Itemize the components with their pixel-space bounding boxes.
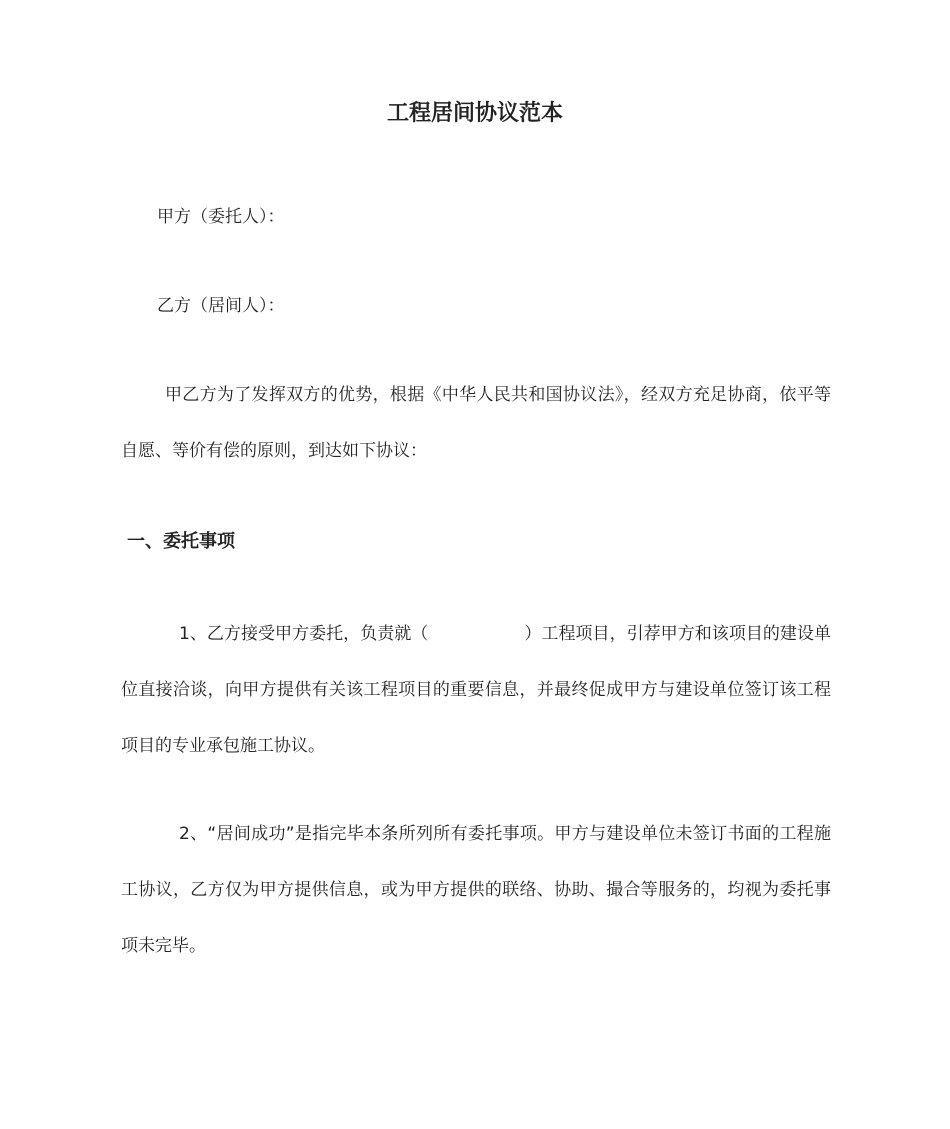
party-b-label: 乙方（居间人）： [157, 296, 285, 316]
clause-2-paragraph: 2、“居间成功”是指完毕本条所列所有委托事项。甲方与建设单位未签订书面的工程施工协议，乙方仅为甲方提供信息，或为甲方提供的联络、协助、撮合等服务的，均视为委托事项未完毕。 [121, 824, 831, 956]
clause-1-text-end: ）工程项目，引荐甲方和该项目的建设单位直接洽谈，向甲方提供有关该工程项目的重要信息，并最终促成甲方与建设单位签订该工程项目的专业承包施工协议。 [121, 624, 831, 756]
intro-paragraph: 甲乙方为了发挥双方的优势，根据《中华人民共和国协议法》，经双方充足协商，依平等自愿、等价有偿的原则，到达如下协议： [121, 385, 831, 461]
document-title: 工程居间协议范本 [386, 101, 563, 126]
party-a-label: 甲方（委托人）： [157, 207, 285, 227]
clause-1-text-start: 1、乙方接受甲方委托，负责就（ [179, 624, 429, 644]
section-heading: 一、委托事项 [127, 531, 235, 552]
clause-1-paragraph [121, 606, 831, 774]
